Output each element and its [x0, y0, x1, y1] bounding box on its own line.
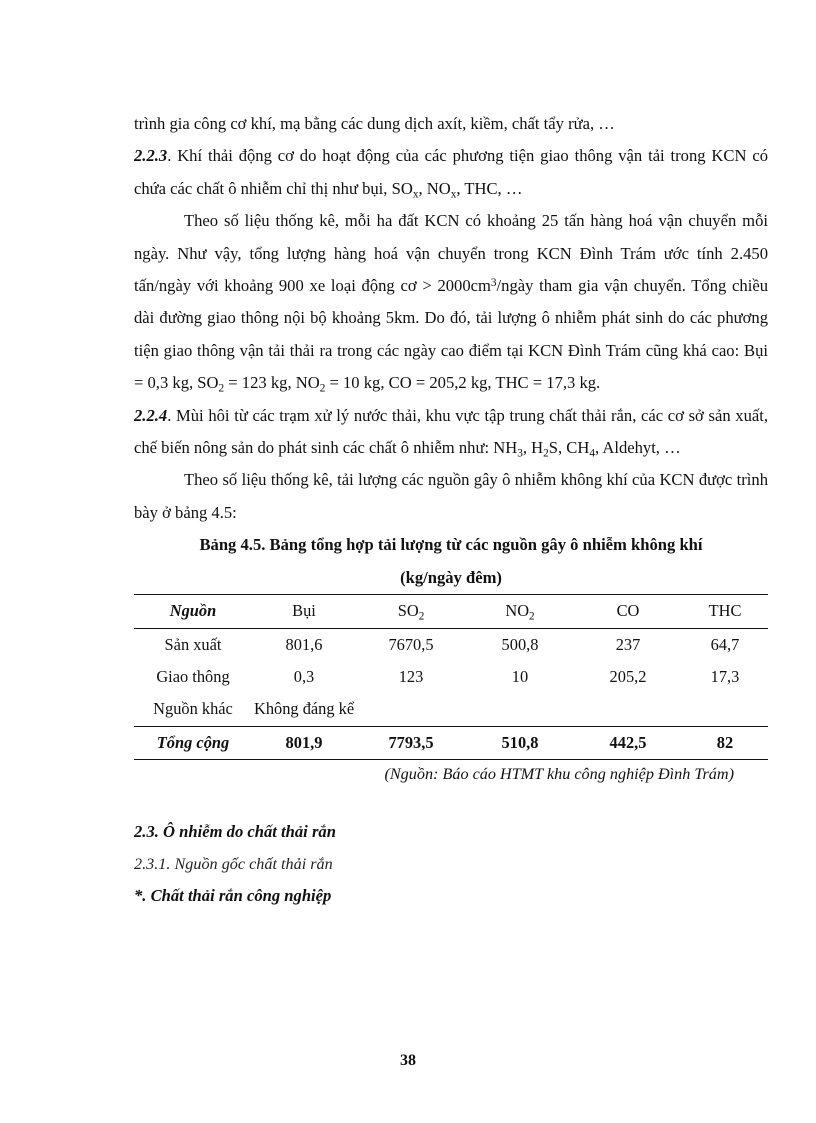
table-source-note [134, 762, 768, 786]
page-number: 38 [400, 1052, 416, 1069]
section-2-2-4-paragraph [134, 400, 768, 465]
cell-co: 205,2 [609, 666, 647, 686]
section-2-2-3-label: 2.2.3 [134, 146, 168, 166]
subscript: 3 [517, 447, 523, 460]
subscript: 2 [218, 382, 225, 395]
paragraph-continuation-text: trình gia công cơ khí, mạ bằng các dung dịch axít, kiềm, chất tẩy rửa, … [134, 114, 615, 133]
subscript: 2 [418, 610, 425, 623]
section-2-2-3-paragraph [134, 140, 768, 205]
section-2-2-3-text: , THC, … [456, 178, 523, 198]
table-row [134, 693, 768, 726]
subscript: 4 [589, 447, 595, 460]
cell-so2: 7670,5 [388, 634, 434, 654]
cell-source: Nguồn khác [153, 699, 233, 719]
superscript: 3 [490, 276, 497, 289]
table-header-row [134, 595, 768, 628]
header-co: CO [574, 595, 682, 628]
cell-empty [682, 693, 768, 726]
section-2-3-1-heading-text: 2.3.1. Nguồn gốc chất thải rắn [134, 855, 333, 874]
header-so2 [356, 595, 466, 628]
cell-thc: 17,3 [710, 666, 740, 686]
cell-no2: 500,8 [501, 634, 539, 654]
table-intro-text: Theo số liệu thống kê, tải lượng các nguồn gây ô nhiễm không khí của KCN được trình bày ở bảng 4.5: [134, 470, 768, 522]
header-so2-base: SO [397, 601, 419, 621]
section-2-2-4-text: , Aldehyt, … [594, 438, 681, 458]
stats-text: = 10 kg, CO = 205,2 kg, THC = 17,3 kg. [325, 373, 601, 393]
table-row [134, 661, 768, 693]
header-source: Nguồn [134, 595, 252, 628]
cell-source: Sản xuất [164, 634, 222, 654]
section-2-3-1-heading [134, 848, 768, 880]
header-no2 [466, 595, 574, 628]
cell-dust: 801,6 [285, 634, 323, 654]
table-source-note-text: (Nguồn: Báo cáo HTMT khu công nghiệp Đình Trám) [384, 765, 734, 784]
table-caption-line1: Bảng 4.5. Bảng tổng hợp tải lượng từ các nguồn gây ô nhiễm không khí [199, 535, 703, 555]
cell-so2: 123 [398, 666, 424, 686]
section-2-3-heading-text: 2.3. Ô nhiễm do chất thải rắn [134, 822, 336, 842]
stats-text: /ngày tham gia vận chuyển. Tổng chiều dài đường giao thông nội bộ khoảng 5km. Do đó, tải lượng ô nhiễm phát sinh do các phương tiện giao thông vận tải thải ra trong các ngày cao điểm tại KCN Đình Trám cũng khá cao: Bụi = 0,3 kg, SO [134, 276, 768, 393]
paragraph-continuation [134, 108, 768, 140]
section-2-2-4-text: . Mùi hôi từ các trạm xử lý nước thải, khu vực tập trung chất thải rắn, các cơ sở sản xuất, chế biến nông sản do phát sinh các chất ô nhiễm như: NH [134, 405, 768, 458]
stats-paragraph [134, 205, 768, 399]
cell-dust: 0,3 [293, 666, 315, 686]
header-no2-base: NO [505, 601, 530, 621]
section-2-2-3-text: . Khí thải động cơ do hoạt động của các phương tiện giao thông vận tải trong KCN có chứa các chất ô nhiễm chỉ thị như bụi, SO [134, 146, 768, 198]
total-so2: 7793,5 [356, 726, 466, 759]
subscript: x [412, 188, 419, 201]
subscript: 2 [319, 382, 326, 395]
table-row [134, 628, 768, 661]
section-2-3-heading [134, 816, 768, 848]
subscript: 2 [529, 610, 535, 623]
industrial-waste-heading-text: *. Chất thải rắn công nghiệp [134, 886, 332, 906]
subscript: 2 [543, 447, 549, 460]
cell-empty [574, 693, 682, 726]
spacer [134, 786, 768, 816]
total-thc: 82 [682, 726, 768, 759]
document-page [134, 108, 768, 912]
header-thc: THC [682, 595, 768, 628]
cell-no2: 10 [511, 666, 529, 686]
section-2-2-4-text: , H [522, 438, 544, 458]
cell-source: Giao thông [156, 666, 230, 686]
emissions-table [134, 594, 768, 760]
section-2-2-4-text: S, CH [548, 438, 590, 458]
section-2-2-3-text: , NO [418, 178, 451, 198]
total-dust: 801,9 [252, 726, 356, 759]
industrial-waste-heading [134, 880, 768, 912]
header-dust: Bụi [252, 595, 356, 628]
total-co: 442,5 [574, 726, 682, 759]
subscript: x [450, 188, 457, 201]
cell-note: Không đáng kể [254, 699, 355, 719]
table-intro-paragraph [134, 464, 768, 529]
stats-text: Theo số liệu thống kê, mỗi ha đất KCN có khoảng 25 tấn hàng hoá vận chuyển mỗi ngày. Như vậy, tổng lượng hàng hoá vận chuyển trong KCN Đình Trám ước tính 2.450 tấn/ngày với khoảng 900 xe loại động cơ > 2000cm [134, 211, 768, 296]
table-total-row [134, 726, 768, 759]
total-no2: 510,8 [466, 726, 574, 759]
cell-thc: 64,7 [710, 634, 740, 654]
stats-text: = 123 kg, NO [224, 373, 320, 393]
cell-co: 237 [615, 634, 641, 654]
table-caption-line2: (kg/ngày đêm) [400, 567, 502, 587]
section-2-2-4-label: 2.2.4 [134, 405, 168, 425]
total-label: Tổng cộng [134, 726, 252, 759]
cell-empty [466, 693, 574, 726]
table-caption [134, 529, 768, 561]
table-caption-unit [134, 562, 768, 594]
